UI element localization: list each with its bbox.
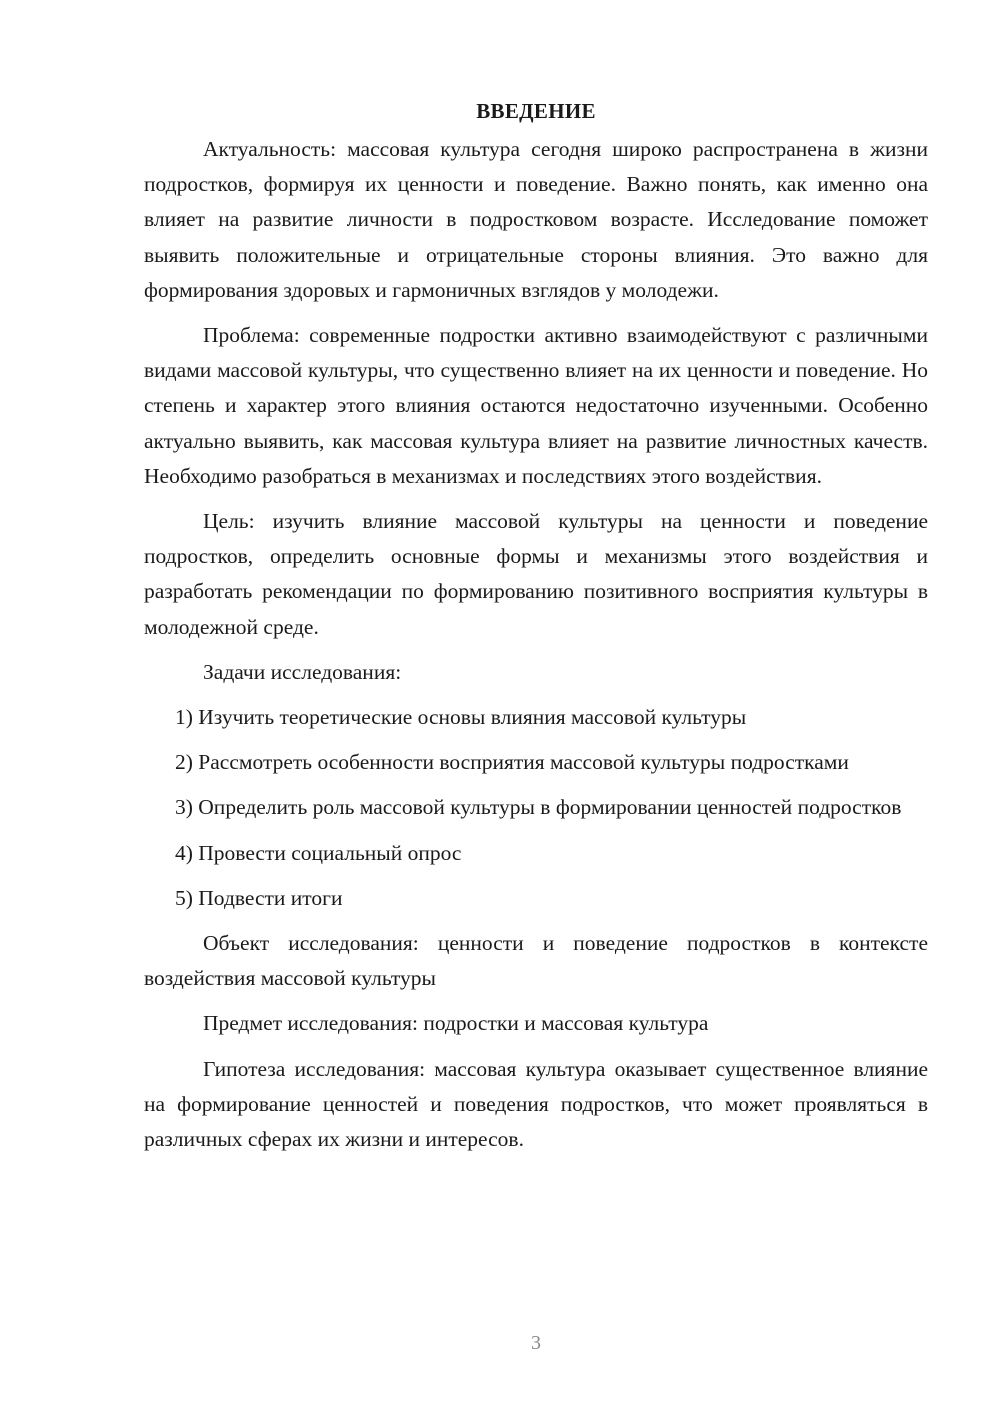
paragraph-tasks-heading: Задачи исследования: bbox=[203, 659, 402, 684]
paragraph-goal: Цель: изучить влияние массовой культуры на ценности и поведение подростков, определить основные формы и механизмы этого воздействия и разработать рекомендации по формированию позитивного восприятия культуры в молодежной среде. bbox=[144, 509, 928, 639]
paragraph-relevance: Актуальность: массовая культура сегодня широко распространена в жизни подростков, формируя их ценности и поведение. Важно понять, как именно она влияет на развитие личности в подростковом возрасте. Исследование поможет выявить положительные и отрицательные стороны влияния. Это важно для формирования здоровых и гармоничных взглядов у молодежи. bbox=[144, 137, 928, 302]
task-item-2: 2) Рассмотреть особенности восприятия массовой культуры подростками bbox=[175, 750, 849, 775]
task-item-4: 4) Провести социальный опрос bbox=[175, 840, 462, 865]
paragraph-hypothesis: Гипотеза исследования: массовая культура оказывает существенное влияние на формирование ценностей и поведения подростков, что может проявляться в различных сферах их жизни и интересов. bbox=[144, 1056, 928, 1152]
paragraph-problem: Проблема: современные подростки активно взаимодействуют с различными видами массовой культуры, что существенно влияет на их ценности и поведение. Но степень и характер этого влияния остаются недостаточно изученными. Особенно актуально выявить, как массовая культура влияет на развитие личностных качеств. Необходимо разобраться в механизмах и последствиях этого воздействия. bbox=[144, 323, 928, 488]
document-page bbox=[144, 94, 928, 1167]
paragraph-object: Объект исследования: ценности и поведение подростков в контексте воздействия массовой культуры bbox=[144, 931, 928, 991]
paragraph-subject: Предмет исследования: подростки и массовая культура bbox=[203, 1011, 709, 1036]
page-number: 3 bbox=[531, 1332, 541, 1354]
page-title: ВВЕДЕНИЕ bbox=[476, 99, 596, 123]
task-item-5: 5) Подвести итоги bbox=[175, 885, 343, 910]
task-item-1: 1) Изучить теоретические основы влияния массовой культуры bbox=[175, 705, 747, 730]
task-item-3: 3) Определить роль массовой культуры в формировании ценностей подростков bbox=[175, 795, 902, 820]
